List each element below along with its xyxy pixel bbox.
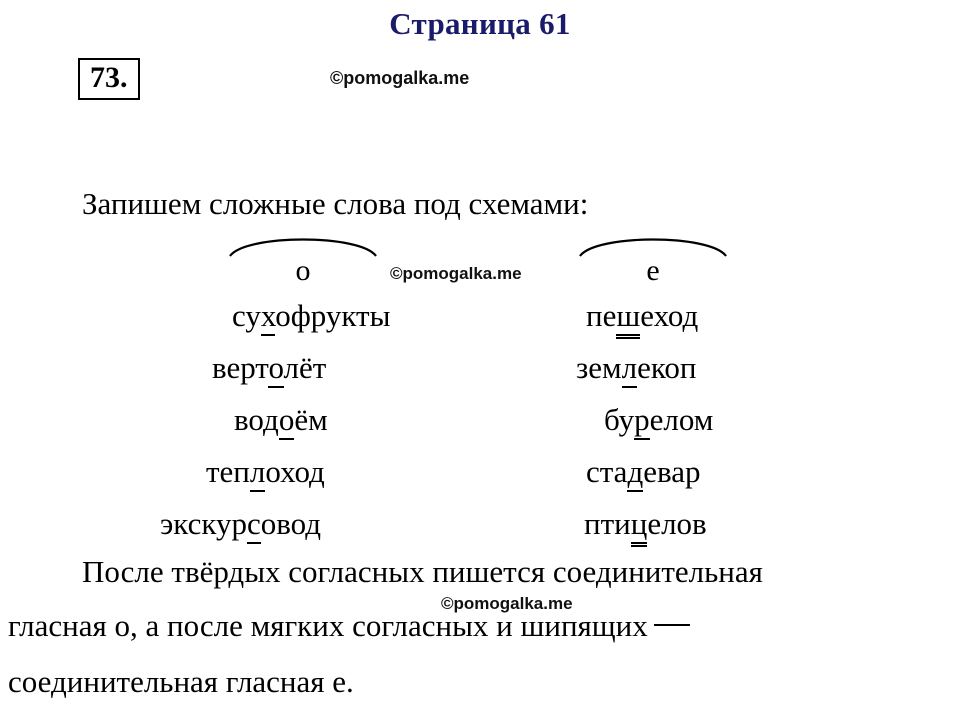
marked-letter: л bbox=[250, 454, 265, 492]
task-lead-text: Запишем сложные слова под схемами: bbox=[82, 186, 589, 221]
word-item: пешеход bbox=[586, 300, 698, 331]
page-title: Страница 61 bbox=[389, 6, 571, 41]
watermark-middle: ©pomogalka.me bbox=[390, 264, 522, 283]
word-item: экскурсовод bbox=[160, 508, 321, 539]
exercise-number-badge: 73. bbox=[78, 58, 140, 100]
marked-letter: ш bbox=[616, 298, 640, 336]
scheme-vowel-right: е bbox=[646, 254, 660, 287]
marked-letter: х bbox=[261, 298, 275, 336]
scheme-left bbox=[228, 232, 378, 286]
word-item: бурелом bbox=[604, 404, 713, 435]
word-item: сухофрукты bbox=[232, 300, 390, 331]
conclusion-line-1: После твёрдых согласных пишется соединительная bbox=[82, 554, 763, 589]
scheme-right bbox=[578, 232, 728, 286]
word-item: стадевар bbox=[586, 456, 700, 487]
marked-letter: р bbox=[634, 402, 650, 440]
scheme-vowel-left: о bbox=[295, 254, 311, 287]
word-item: теплоход bbox=[206, 456, 325, 487]
word-item: водоём bbox=[234, 404, 328, 435]
scheme-row bbox=[0, 232, 960, 292]
marked-letter: ц bbox=[631, 506, 648, 544]
word-item: вертолёт bbox=[212, 352, 326, 383]
marked-letter: о bbox=[279, 402, 295, 440]
conclusion-line-2-text: гласная о, а после мягких согласных и шипящих bbox=[8, 608, 648, 643]
marked-letter: с bbox=[247, 506, 261, 544]
conclusion-line-2 bbox=[8, 610, 692, 641]
marked-letter: л bbox=[622, 350, 637, 388]
watermark-bottom: ©pomogalka.me bbox=[441, 594, 573, 613]
watermark-top: ©pomogalka.me bbox=[330, 68, 470, 88]
em-dash bbox=[654, 624, 690, 626]
marked-letter: о bbox=[268, 350, 283, 388]
conclusion-line-3: соединительная гласная е. bbox=[8, 664, 354, 699]
word-item: землекоп bbox=[576, 352, 696, 383]
marked-letter: д bbox=[627, 454, 643, 492]
word-item: птицелов bbox=[584, 508, 707, 539]
